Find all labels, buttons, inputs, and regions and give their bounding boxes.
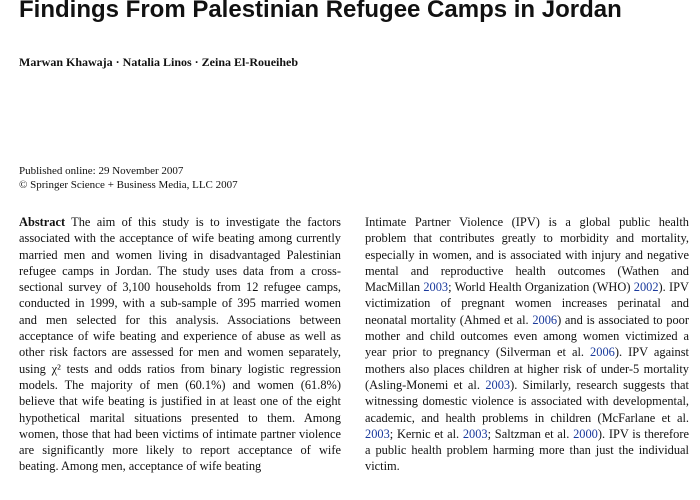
citation-link[interactable]: 2006 [532,312,558,327]
abstract-text: The aim of this study is to investigate the factors associated with the acceptance of wife beating among currently married men and women living in disadvantaged Palestinian refugee camps in Jordan. The study uses data from a cross-sectional survey of 3,100 households from 12 refugee camps, conducted in 1999, with a sub-sample of 395 married women and men selected for this analysis. Associations between acceptance of wife beating and experience of abuse as well as other risk factors are assessed for men and women separately, using χ² tests and odds ratios from binary logistic regression models. The majority of men (60.1%) and women (61.8%) believe that wife beating is justified in at least one of the eight hypothetical marital situations presented to them. Among women, those that had been victims of intimate partner violence are significantly more likely to report acceptance of wife beating. Among men, acceptance of wife beating [19,215,341,474]
intro-text: ). IPV against mothers also places children at higher risk of under-5 mortality (Asling-Monemi et al. [365,345,689,392]
published-date: Published online: 29 November 2007 [19,165,184,177]
intro-text: ). IPV victimization of pregnant women increases perinatal and neonatal mortality (Ahmed et al. [365,280,689,327]
abstract-label: Abstract [19,215,66,229]
publication-info [19,164,238,192]
abstract-column [19,214,341,500]
intro-text: ). IPV is therefore a public health problem harming more than just the individual victim. [365,426,689,474]
citation-link[interactable]: 2003 [485,377,511,392]
introduction-column [365,214,689,500]
intro-text: ; World Health Organization (WHO) [448,280,634,295]
citation-link[interactable]: 2003 [462,426,488,441]
intro-text: ). Similarly, research suggests that witnessing domestic violence is associated with developmental, academic, and health problems in children (McFarlane et al. [365,377,689,425]
intro-text: ) and is associated to poor mother and child outcomes even among women victimized a year prior to pregnancy (Silverman et al. [365,312,689,360]
citation-link[interactable]: 2000 [573,426,598,441]
citation-link[interactable]: 2006 [590,345,615,360]
author-list: Marwan Khawaja · Natalia Linos · Zeina El-Roueiheb [19,55,299,69]
introduction-paragraph [365,214,689,475]
copyright-notice: © Springer Science + Business Media, LLC 2007 [19,179,238,191]
citation-link[interactable]: 2003 [365,426,390,441]
intro-text: Intimate Partner Violence (IPV) is a global public health problem that contributes greatly to morbidity and mortality, especially in women, and is associated with injury and negative mental and reproductive health outcomes (Wathen and MacMillan [365,215,689,295]
intro-text: ; Kernic et al. [389,426,463,441]
intro-text: ; Saltzman et al. [487,426,574,441]
citation-link[interactable]: 2002 [633,280,659,295]
citation-link[interactable]: 2003 [423,280,449,295]
article-title: Findings From Palestinian Refugee Camps in Jordan [19,0,622,23]
abstract [19,214,341,475]
